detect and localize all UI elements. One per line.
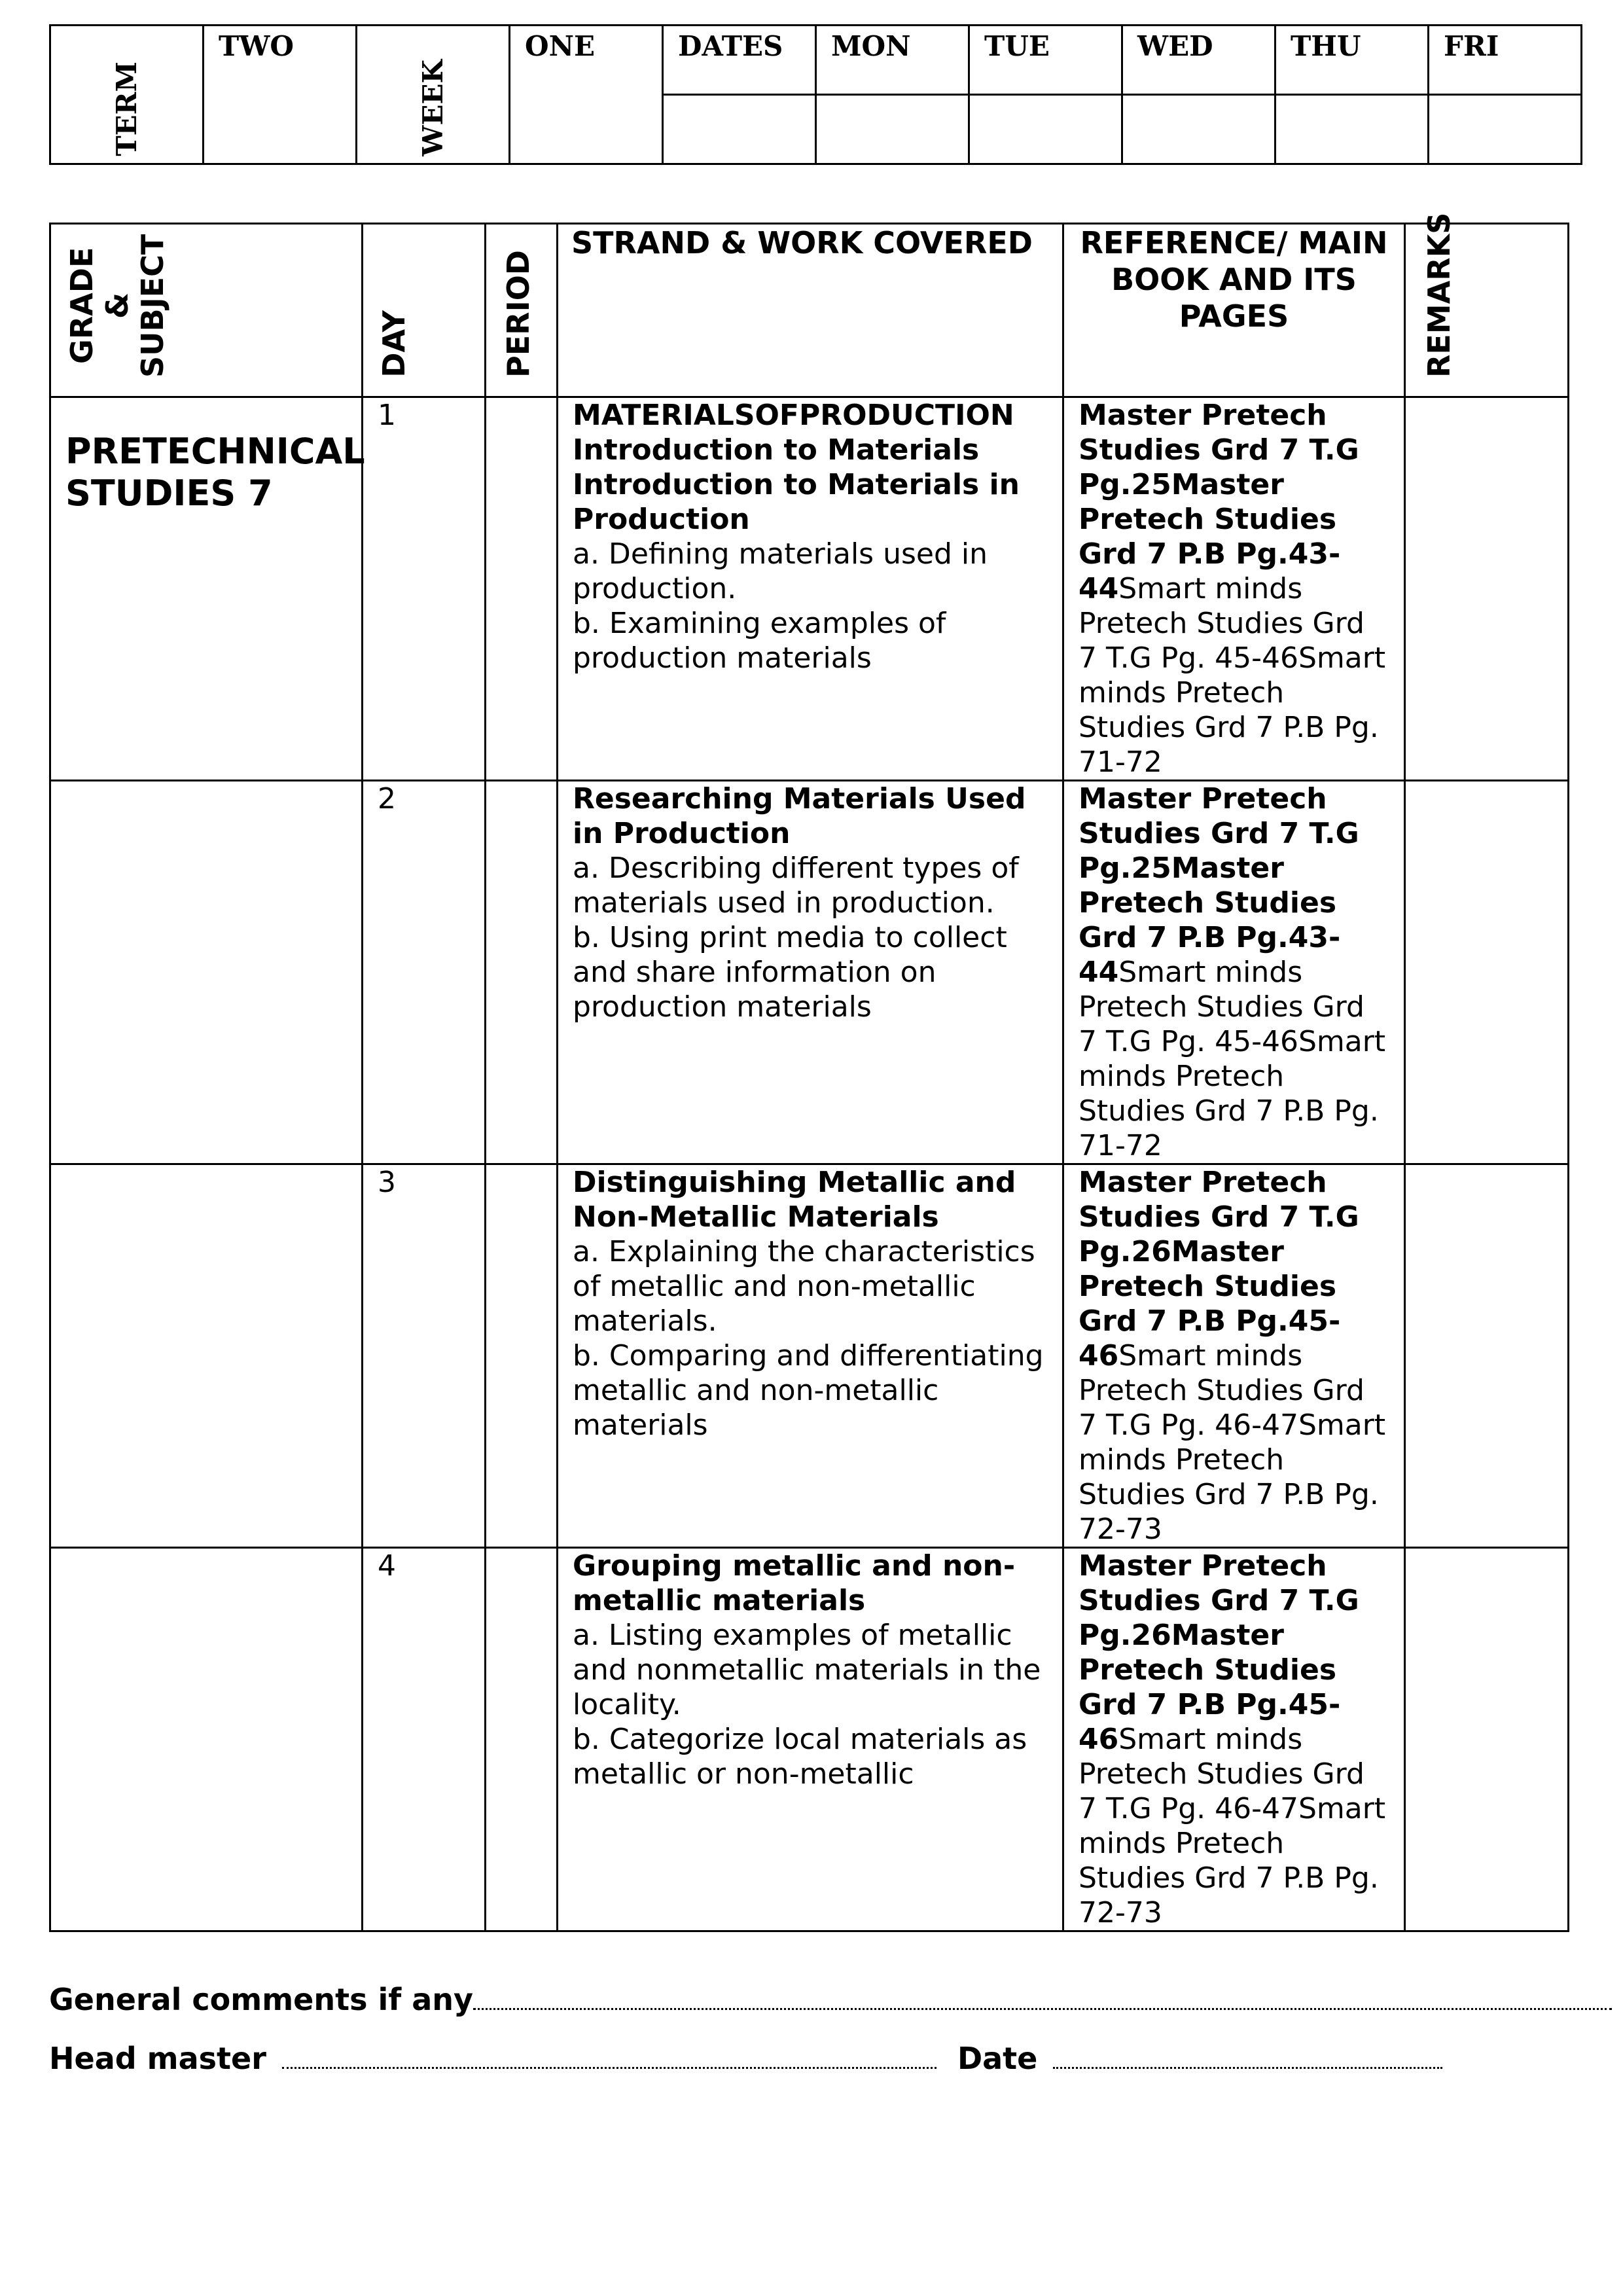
term-value: TWO — [204, 26, 357, 164]
reference-header-label: REFERENCE/ MAIN BOOK AND ITS PAGES — [1080, 225, 1388, 334]
table-row — [50, 397, 1569, 781]
date-cell-thu — [1275, 95, 1429, 164]
remarks-header — [1405, 212, 1569, 397]
strand-header-label: STRAND & WORK COVERED — [571, 225, 1033, 260]
day-header-wed: WED — [1122, 26, 1275, 95]
week-value: ONE — [510, 26, 663, 164]
strand-title: Distinguishing Metallic and Non-Metallic Materials — [573, 1166, 1016, 1234]
subject-cell — [50, 1548, 363, 1931]
strand-activity: b. Comparing and differentiating metallic and non-metallic materials — [573, 1339, 1044, 1442]
period-cell — [486, 1164, 558, 1548]
strand-title: MATERIALSOFPRODUCTION Introduction to Materials Introduction to Materials in Production — [573, 399, 1020, 536]
grade-subject-header — [50, 224, 363, 397]
dates-value-cell — [663, 95, 816, 164]
headmaster-label: Head master — [49, 2041, 266, 2076]
subject-cell — [50, 1164, 363, 1548]
remarks-cell — [1405, 781, 1569, 1164]
term-label-cell — [50, 26, 204, 164]
subject-name: PRETECHNICAL STUDIES 7 — [65, 431, 365, 514]
day-header-label: DAY — [376, 310, 412, 378]
strand-activity: a. Defining materials used in production. — [573, 537, 988, 605]
reference-main: Master Pretech Studies Grd 7 T.G Pg.25Master Pretech Studies Grd 7 P.B Pg.43-44 — [1079, 399, 1359, 605]
day-header-thu: THU — [1275, 26, 1429, 95]
date-cell-tue — [969, 95, 1122, 164]
day-cell — [363, 781, 486, 1164]
dates-label: DATES — [663, 26, 816, 95]
strand-title: Grouping metallic and non-metallic materials — [573, 1549, 1016, 1617]
period-cell — [486, 1548, 558, 1931]
day-header — [363, 224, 486, 397]
reference-cell — [1063, 781, 1405, 1164]
date-cell-wed — [1122, 95, 1275, 164]
strand-header — [558, 224, 1063, 397]
day-number: 2 — [378, 782, 396, 816]
strand-activity: a. Explaining the characteristics of metallic and non-metallic materials. — [573, 1235, 1035, 1338]
day-cell — [363, 1548, 486, 1931]
term-label: TERM — [111, 62, 143, 156]
reference-secondary: Smart minds Pretech Studies Grd 7 T.G Pg. 46-47Smart minds Pretech Studies Grd 7 P.B Pg. 72-73 — [1079, 1339, 1386, 1546]
day-header-tue: TUE — [969, 26, 1122, 95]
day-number: 1 — [378, 399, 396, 432]
reference-main: Master Pretech Studies Grd 7 T.G Pg.26Master Pretech Studies Grd 7 P.B Pg.45-46 — [1079, 1166, 1359, 1372]
headmaster-field[interactable] — [282, 2066, 936, 2069]
table-row — [50, 781, 1569, 1164]
day-cell — [363, 1164, 486, 1548]
general-comments-line — [49, 1982, 1612, 2017]
remarks-cell — [1405, 1548, 1569, 1931]
strand-activity: a. Listing examples of metallic and nonmetallic materials in the locality. — [573, 1619, 1041, 1721]
strand-activity: a. Describing different types of materials used in production. — [573, 852, 1019, 920]
reference-cell — [1063, 397, 1405, 781]
reference-cell — [1063, 1548, 1405, 1931]
reference-cell — [1063, 1164, 1405, 1548]
strand-activity: b. Using print media to collect and share information on production materials — [573, 921, 1007, 1024]
day-header-fri: FRI — [1429, 26, 1582, 95]
date-cell-mon — [816, 95, 969, 164]
strand-activity: b. Examining examples of production materials — [573, 607, 946, 675]
date-cell-fri — [1429, 95, 1582, 164]
strand-cell — [558, 397, 1063, 781]
signature-line — [49, 2041, 1442, 2076]
strand-cell — [558, 781, 1063, 1164]
general-comments-label: General comments if any — [49, 1982, 474, 2017]
table-row — [50, 1164, 1569, 1548]
remarks-header-label: REMARKS — [1421, 212, 1457, 378]
subject-cell — [50, 397, 363, 781]
period-cell — [486, 397, 558, 781]
period-header-label: PERIOD — [501, 250, 536, 378]
week-label: WEEK — [417, 60, 449, 156]
strand-cell — [558, 1548, 1063, 1931]
strand-cell — [558, 1164, 1063, 1548]
reference-header — [1063, 224, 1405, 397]
reference-secondary: Smart minds Pretech Studies Grd 7 T.G Pg. 45-46Smart minds Pretech Studies Grd 7 P.B Pg. 71-72 — [1079, 956, 1386, 1162]
reference-secondary: Smart minds Pretech Studies Grd 7 T.G Pg. 46-47Smart minds Pretech Studies Grd 7 P.B Pg. 72-73 — [1079, 1723, 1386, 1929]
day-cell — [363, 397, 486, 781]
strand-title: Researching Materials Used in Production — [573, 782, 1026, 850]
day-number: 3 — [378, 1166, 396, 1199]
date-field[interactable] — [1053, 2066, 1442, 2069]
subject-cell — [50, 781, 363, 1164]
reference-main: Master Pretech Studies Grd 7 T.G Pg.25Master Pretech Studies Grd 7 P.B Pg.43-44 — [1079, 782, 1359, 989]
day-number: 4 — [378, 1549, 396, 1583]
week-label-cell — [357, 26, 510, 164]
lesson-plan-table — [49, 212, 1569, 1932]
term-week-table — [49, 24, 1582, 165]
remarks-cell — [1405, 1164, 1569, 1548]
period-header — [486, 224, 558, 397]
period-cell — [486, 781, 558, 1164]
remarks-cell — [1405, 397, 1569, 781]
general-comments-field[interactable] — [473, 2007, 1612, 2010]
grade-subject-header-label: GRADE & SUBJECT — [64, 234, 170, 378]
strand-activity: b. Categorize local materials as metallic or non-metallic — [573, 1723, 1027, 1791]
reference-secondary: Smart minds Pretech Studies Grd 7 T.G Pg. 45-46Smart minds Pretech Studies Grd 7 P.B Pg. 71-72 — [1079, 572, 1386, 779]
date-label: Date — [957, 2041, 1038, 2076]
table-row — [50, 1548, 1569, 1931]
day-header-mon: MON — [816, 26, 969, 95]
reference-main: Master Pretech Studies Grd 7 T.G Pg.26Master Pretech Studies Grd 7 P.B Pg.45-46 — [1079, 1549, 1359, 1756]
